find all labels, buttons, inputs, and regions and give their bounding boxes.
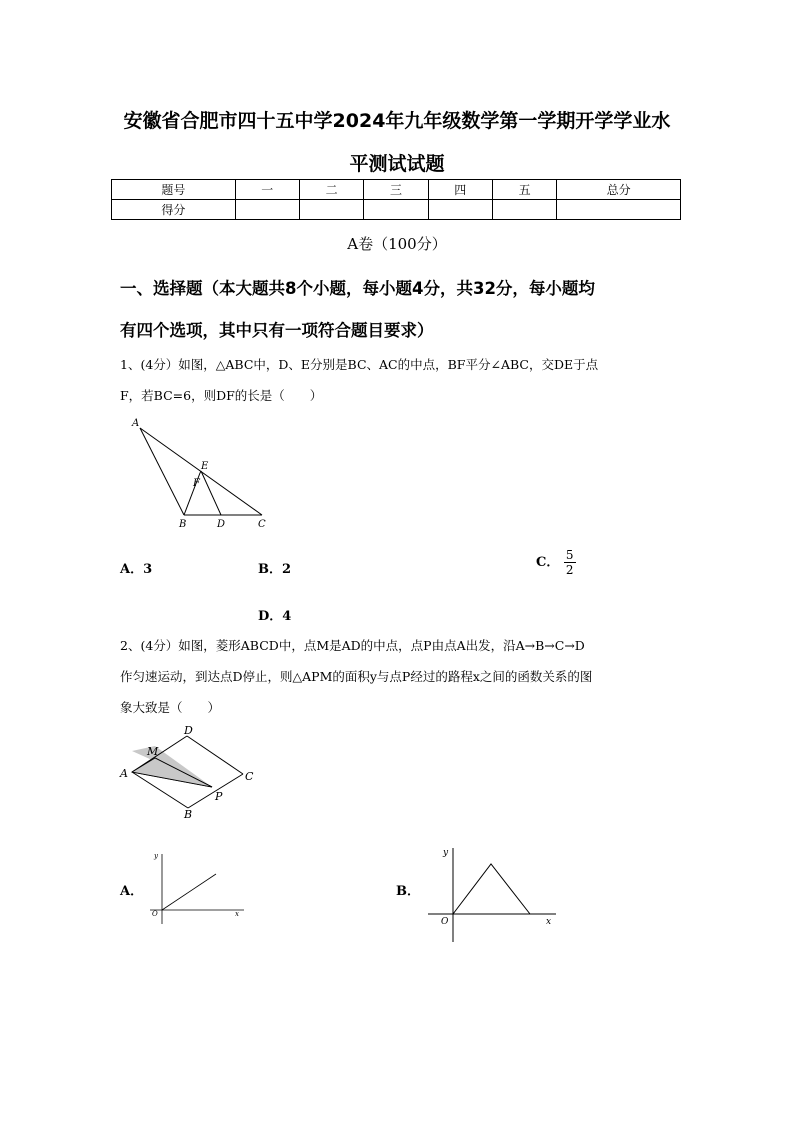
line-graph xyxy=(162,874,216,910)
q1-text-line-1: 1、(4分）如图，△ABC中，D、E分别是BC、AC的中点，BF平分∠ABC，交DE于点 xyxy=(120,357,599,372)
edge-ab xyxy=(140,428,184,515)
x-label: x xyxy=(546,917,552,927)
score-cell[interactable] xyxy=(428,200,492,220)
q1-option-c[interactable] xyxy=(536,548,576,577)
q1-option-a[interactable]: A．3 xyxy=(120,562,153,577)
q2-text-line-2: 作匀速运动，到达点D停止，则△APM的面积y与点P经过的路程x之间的函数关系的图 xyxy=(120,669,593,684)
q2-option-b[interactable]: B． xyxy=(396,884,420,899)
score-row-label: 得分 xyxy=(112,200,236,220)
q2-option-a[interactable]: A． xyxy=(120,884,144,899)
label-d: D xyxy=(217,519,226,530)
q2-option-b-graph xyxy=(422,842,562,948)
y-label: y xyxy=(154,852,158,860)
origin-label: O xyxy=(441,917,449,927)
score-cell[interactable] xyxy=(235,200,299,220)
score-table-header-row xyxy=(112,180,681,200)
q2-option-a-graph xyxy=(146,848,250,928)
score-table-score-row xyxy=(112,200,681,220)
title-line-1: 安徽省合肥市四十五中学2024年九年级数学第一学期开学学业水 xyxy=(123,110,671,132)
q2-text-line-1: 2、(4分）如图，菱形ABCD中，点M是AD的中点，点P由点A出发，沿A→B→C→D xyxy=(120,638,585,653)
score-cell[interactable] xyxy=(492,200,556,220)
score-table xyxy=(111,179,681,220)
fraction-numerator: 5 xyxy=(565,548,574,562)
triangle-graph xyxy=(453,864,530,914)
label-b: B xyxy=(184,808,193,821)
score-cell[interactable] xyxy=(364,200,428,220)
label-a: A xyxy=(132,418,140,429)
label-f: F xyxy=(193,478,200,489)
label-d: D xyxy=(184,724,193,737)
score-header-cell: 三 xyxy=(364,180,428,200)
label-e: E xyxy=(201,461,209,472)
q1-option-b[interactable]: B．2 xyxy=(258,562,292,577)
q2-text-line-3: 象大致是（ ） xyxy=(120,700,221,715)
score-cell[interactable] xyxy=(299,200,363,220)
y-label: y xyxy=(443,848,449,858)
q1-option-d[interactable]: D．4 xyxy=(258,609,292,624)
score-header-cell: 五 xyxy=(492,180,556,200)
section-a-heading: A卷（100分） xyxy=(347,235,447,253)
label-c: C xyxy=(258,519,266,530)
q1-option-c-fraction xyxy=(564,548,576,577)
score-header-cell: 题号 xyxy=(112,180,236,200)
segment-ed xyxy=(201,471,221,515)
label-p: P xyxy=(215,790,223,803)
label-b: B xyxy=(179,519,187,530)
score-header-cell: 四 xyxy=(428,180,492,200)
part1-heading-line-1: 一、选择题（本大题共8个小题，每小题4分，共32分，每小题均 xyxy=(120,279,595,298)
label-c: C xyxy=(245,770,254,783)
label-a: A xyxy=(120,767,128,780)
q1-option-c-prefix: C． xyxy=(536,555,560,570)
fraction-denominator: 2 xyxy=(565,563,574,577)
x-label: x xyxy=(235,910,239,918)
q1-text-line-2: F，若BC=6，则DF的长是（ ） xyxy=(120,388,323,403)
q2-rhombus-figure xyxy=(115,722,265,822)
score-header-cell: 一 xyxy=(235,180,299,200)
label-m: M xyxy=(147,745,159,758)
origin-label: O xyxy=(152,910,158,918)
part1-heading-line-2: 有四个选项，其中只有一项符合题目要求） xyxy=(120,321,434,340)
edge-dc xyxy=(187,736,243,774)
score-header-cell: 二 xyxy=(299,180,363,200)
q1-triangle-figure xyxy=(128,415,278,533)
score-header-cell: 总分 xyxy=(557,180,681,200)
title-line-2: 平测试试题 xyxy=(349,153,445,175)
score-cell[interactable] xyxy=(557,200,681,220)
